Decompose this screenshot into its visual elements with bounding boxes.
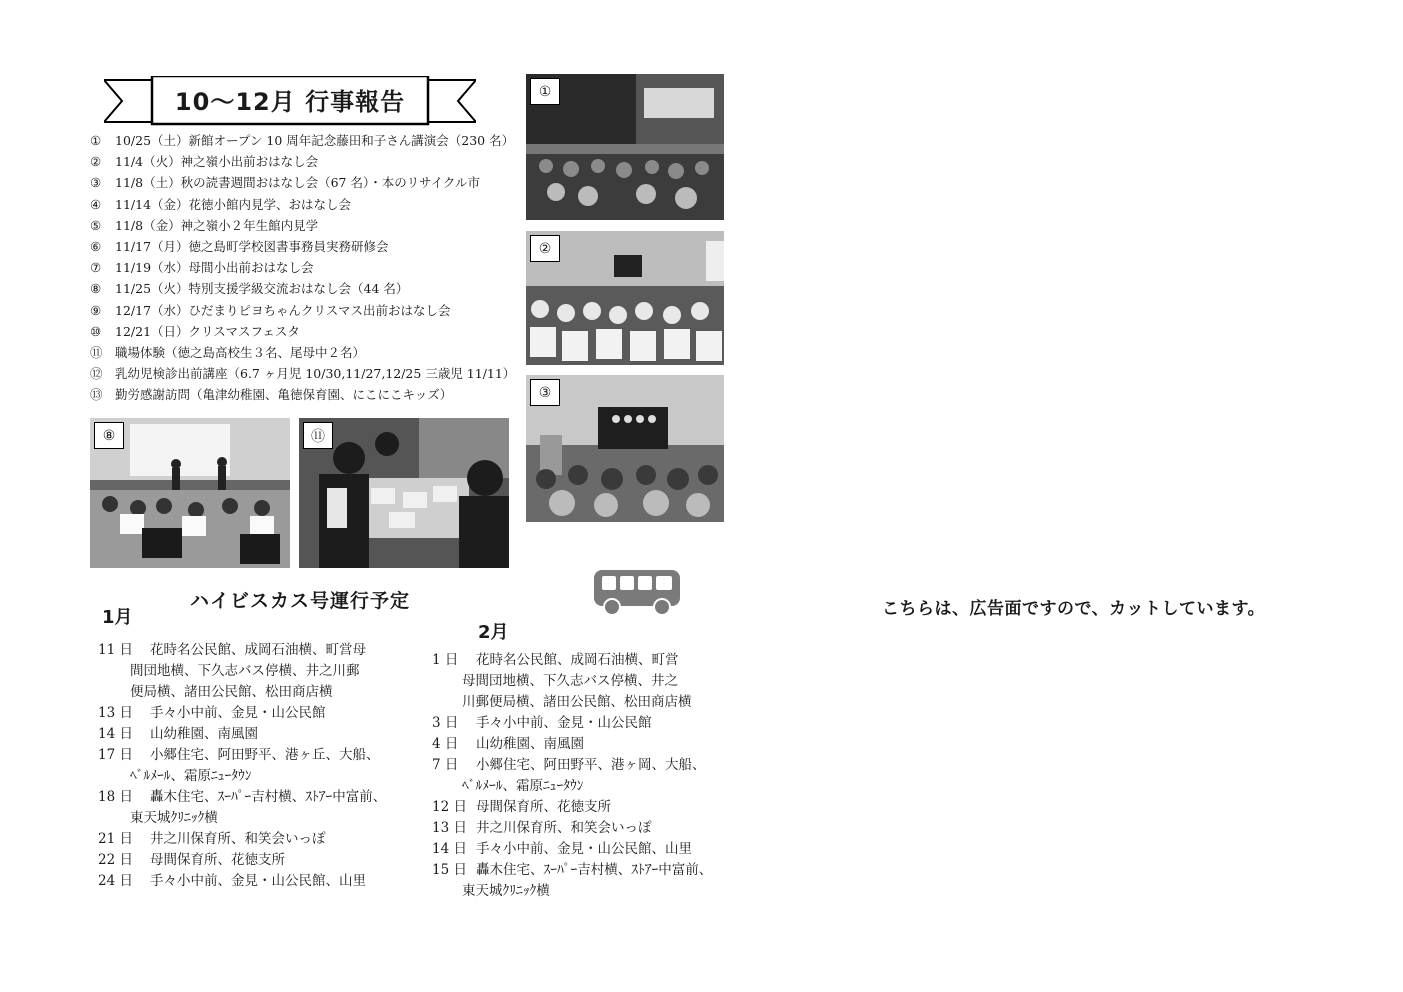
event-text: 11/4（火）神之嶺小出前おはなし会 xyxy=(115,154,319,170)
schedule-stops: 母間保育所、花徳支所 xyxy=(476,799,611,815)
schedule-day: 14 日 xyxy=(432,841,467,857)
schedule-line xyxy=(432,755,742,776)
event-number: ⑦ xyxy=(90,260,102,276)
schedule-item xyxy=(432,818,742,839)
february-label: 2月 xyxy=(478,622,509,643)
schedule-day: 11 日 xyxy=(98,642,133,658)
january-schedule xyxy=(98,640,418,892)
schedule-line xyxy=(432,671,742,692)
schedule-stops: 川郵便局横、諸田公民館、松田商店横 xyxy=(462,694,692,710)
event-item xyxy=(90,321,520,342)
schedule-item xyxy=(432,755,742,797)
schedule-item xyxy=(98,640,418,703)
event-item xyxy=(90,300,520,321)
bus-schedule-title: ハイビスカス号運行予定 xyxy=(190,590,411,612)
event-number: ⑫ xyxy=(90,366,103,382)
schedule-stops: 井之川保育所、和笑会いっぽ xyxy=(150,831,326,847)
event-item xyxy=(90,384,520,405)
schedule-line xyxy=(98,871,418,892)
event-number: ① xyxy=(90,133,102,148)
schedule-stops: 小郷住宅、阿田野平、港ヶ丘、大船、 xyxy=(150,747,380,763)
schedule-line xyxy=(432,797,742,818)
schedule-day: 21 日 xyxy=(98,831,133,847)
schedule-stops: 手々小中前、金見・山公民館、山里 xyxy=(476,841,692,857)
event-text: 12/21（日）クリスマスフェスタ xyxy=(115,323,300,339)
bus-icon xyxy=(592,568,682,616)
schedule-line xyxy=(98,661,418,682)
event-text: 勤労感謝訪問（亀津幼稚園、亀徳保育園、にこにこキッズ） xyxy=(115,387,453,403)
event-list xyxy=(90,130,520,405)
schedule-day: 22 日 xyxy=(98,852,133,868)
schedule-stops: 花時名公民館、成岡石油横、町営 xyxy=(476,652,679,668)
schedule-item xyxy=(98,871,418,892)
schedule-stops: 井之川保育所、和笑会いっぽ xyxy=(476,820,652,836)
schedule-item xyxy=(432,734,742,755)
schedule-day: 13 日 xyxy=(432,820,467,836)
schedule-stops: ﾍﾞﾙﾒｰﾙ、霜原ﾆｭｰﾀｳﾝ xyxy=(462,778,584,794)
photo-label: ③ xyxy=(530,379,560,406)
schedule-item xyxy=(432,797,742,818)
event-item xyxy=(90,236,520,257)
event-item xyxy=(90,215,520,236)
schedule-stops: 山幼稚園、南風園 xyxy=(150,726,258,742)
photo-reading-week xyxy=(526,375,724,522)
event-text: 乳幼児検診出前講座（6.7 ヶ月児 10/30,11/27,12/25 三歳児 11/11） xyxy=(115,366,516,382)
schedule-line xyxy=(432,650,742,671)
schedule-stops: 轟木住宅、ｽｰﾊﾟｰ吉村横、ｽﾄｱｰ中富前、 xyxy=(150,789,387,805)
schedule-item xyxy=(98,724,418,745)
event-number: ③ xyxy=(90,175,102,191)
event-number: ⑥ xyxy=(90,238,102,254)
report-title: 10～12月 行事報告 xyxy=(174,88,406,116)
schedule-line xyxy=(432,839,742,860)
photo-label: ⑪ xyxy=(303,422,333,449)
schedule-item xyxy=(98,850,418,871)
photo-lecture xyxy=(526,74,724,220)
event-item xyxy=(90,342,520,363)
event-number: ② xyxy=(90,154,102,170)
event-number: ⑩ xyxy=(90,323,102,339)
schedule-item xyxy=(98,703,418,724)
schedule-day: 4 日 xyxy=(432,736,459,752)
schedule-stops: 手々小中前、金見・山公民館、山里 xyxy=(150,873,366,889)
event-number: ④ xyxy=(90,196,102,212)
schedule-line xyxy=(432,881,742,902)
schedule-line xyxy=(98,808,418,829)
photo-label: ② xyxy=(530,235,560,262)
schedule-day: 12 日 xyxy=(432,799,467,815)
schedule-item xyxy=(98,787,418,829)
event-text: 11/8（金）神之嶺小２年生館内見学 xyxy=(115,217,319,233)
february-schedule xyxy=(432,650,742,902)
schedule-stops: 小郷住宅、阿田野平、港ヶ岡、大船、 xyxy=(476,757,706,773)
event-item xyxy=(90,363,520,384)
event-item xyxy=(90,257,520,278)
schedule-line xyxy=(98,787,418,808)
schedule-item xyxy=(432,650,742,713)
schedule-stops: 便局横、諸田公民館、松田商店横 xyxy=(130,684,333,700)
schedule-item xyxy=(432,860,742,902)
schedule-stops: 間団地横、下久志バス停横、井之川郵 xyxy=(130,663,360,679)
event-text: 11/14（金）花徳小館内見学、おはなし会 xyxy=(115,196,352,212)
schedule-line xyxy=(432,860,742,881)
schedule-line xyxy=(98,703,418,724)
event-item xyxy=(90,172,520,193)
event-item xyxy=(90,151,520,172)
schedule-line xyxy=(98,640,418,661)
ad-cut-notice: こちらは、広告面ですので、カットしています。 xyxy=(882,599,1266,619)
photo-label: ① xyxy=(530,78,560,105)
schedule-day: 18 日 xyxy=(98,789,133,805)
schedule-item xyxy=(98,745,418,787)
schedule-line xyxy=(98,724,418,745)
schedule-line xyxy=(98,766,418,787)
schedule-day: 14 日 xyxy=(98,726,133,742)
schedule-line xyxy=(98,745,418,766)
photo-work-experience xyxy=(299,418,509,568)
schedule-item xyxy=(432,839,742,860)
event-item xyxy=(90,278,520,299)
schedule-line xyxy=(432,818,742,839)
schedule-line xyxy=(432,734,742,755)
schedule-stops: ﾍﾞﾙﾒｰﾙ、霜原ﾆｭｰﾀｳﾝ xyxy=(130,768,252,784)
schedule-line xyxy=(432,713,742,734)
january-label: 1月 xyxy=(102,607,133,628)
schedule-stops: 手々小中前、金見・山公民館 xyxy=(476,715,652,731)
schedule-line xyxy=(98,850,418,871)
photo-label: ⑧ xyxy=(94,422,124,449)
event-number: ⑨ xyxy=(90,302,102,318)
schedule-day: 24 日 xyxy=(98,873,133,889)
schedule-stops: 手々小中前、金見・山公民館 xyxy=(150,705,326,721)
schedule-item xyxy=(432,713,742,734)
event-text: 11/17（月）徳之島町学校図書事務員実務研修会 xyxy=(115,238,389,254)
schedule-stops: 花時名公民館、成岡石油横、町営母 xyxy=(150,642,366,658)
schedule-day: 7 日 xyxy=(432,757,459,773)
schedule-stops: 母間団地横、下久志バス停横、井之 xyxy=(462,673,678,689)
schedule-line xyxy=(98,682,418,703)
schedule-stops: 山幼稚園、南風園 xyxy=(476,736,584,752)
event-item xyxy=(90,194,520,215)
schedule-day: 1 日 xyxy=(432,652,459,668)
event-number: ⑤ xyxy=(90,217,102,233)
schedule-stops: 東天城ｸﾘﾆｯｸ横 xyxy=(462,883,550,899)
schedule-line xyxy=(432,776,742,797)
event-number: ⑪ xyxy=(90,344,103,360)
schedule-day: 3 日 xyxy=(432,715,459,731)
schedule-stops: 母間保育所、花徳支所 xyxy=(150,852,285,868)
event-text: 職場体験（徳之島高校生３名、尾母中２名） xyxy=(115,344,366,360)
schedule-item xyxy=(98,829,418,850)
event-text: 10/25（土）新館オープン 10 周年記念藤田和子さん講演会（230 名） xyxy=(115,133,515,148)
event-item xyxy=(90,130,520,151)
schedule-day: 17 日 xyxy=(98,747,133,763)
event-number: ⑬ xyxy=(90,387,103,403)
event-text: 12/17（水）ひだまりピヨちゃんクリスマス出前おはなし会 xyxy=(115,302,451,318)
schedule-stops: 東天城ｸﾘﾆｯｸ横 xyxy=(130,810,218,826)
schedule-day: 15 日 xyxy=(432,862,467,878)
schedule-line xyxy=(98,829,418,850)
schedule-line xyxy=(432,692,742,713)
schedule-day: 13 日 xyxy=(98,705,133,721)
event-text: 11/25（火）特別支援学級交流おはなし会（44 名） xyxy=(115,281,409,297)
schedule-stops: 轟木住宅、ｽｰﾊﾟｰ吉村横、ｽﾄｱｰ中富前、 xyxy=(476,862,713,878)
event-text: 11/8（土）秋の読書週間おはなし会（67 名）・本のリサイクル市 xyxy=(115,175,480,191)
photo-storytime xyxy=(526,231,724,365)
event-number: ⑧ xyxy=(90,281,102,297)
photo-special-class xyxy=(90,418,290,568)
event-text: 11/19（水）母間小出前おはなし会 xyxy=(115,260,314,276)
